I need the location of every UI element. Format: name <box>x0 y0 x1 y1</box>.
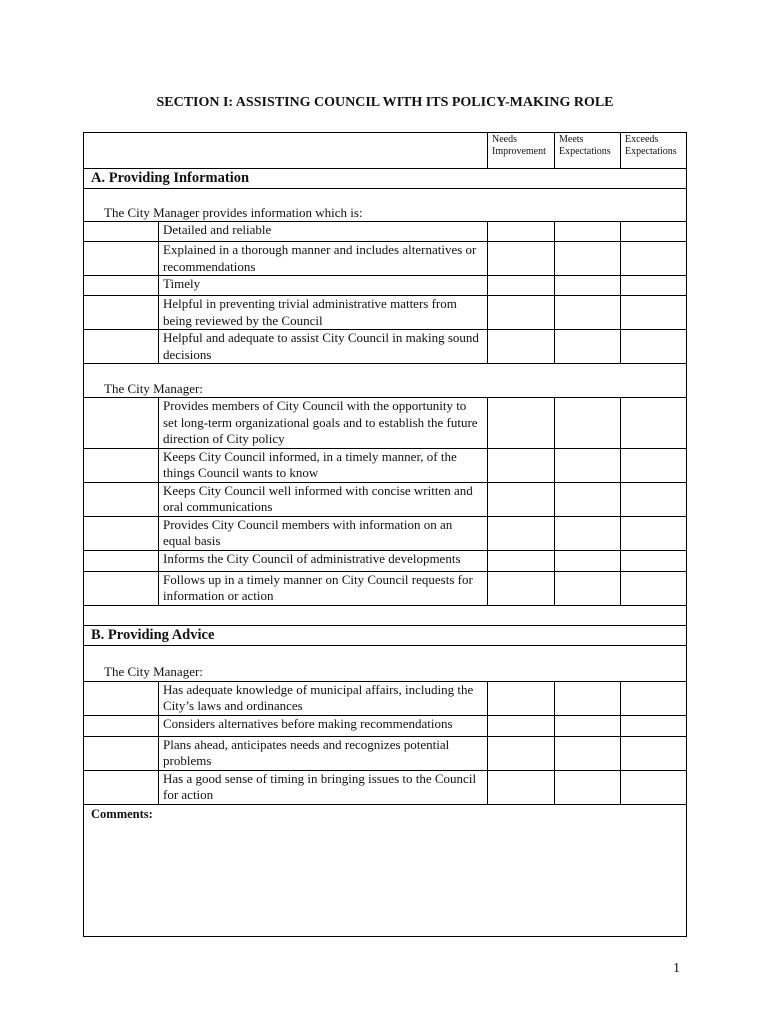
rating-cell-needs-improvement[interactable] <box>488 330 555 364</box>
rating-cell-needs-improvement[interactable] <box>488 736 555 770</box>
rating-cell-meets[interactable] <box>555 448 621 482</box>
criterion-text: Detailed and reliable <box>159 222 488 242</box>
criteria-row <box>84 715 687 736</box>
rating-cell-meets[interactable] <box>555 482 621 516</box>
criteria-row <box>84 571 687 605</box>
rating-cell-meets[interactable] <box>555 330 621 364</box>
rating-cell-exceeds[interactable] <box>621 222 687 242</box>
criteria-row <box>84 482 687 516</box>
row-indent-cell <box>84 571 159 605</box>
rating-cell-needs-improvement[interactable] <box>488 681 555 715</box>
rating-cell-needs-improvement[interactable] <box>488 448 555 482</box>
criterion-text: Informs the City Council of administrative developments <box>159 550 488 571</box>
page-number: 1 <box>673 961 680 976</box>
rating-cell-exceeds[interactable] <box>621 736 687 770</box>
rating-cell-meets[interactable] <box>555 550 621 571</box>
section-b-title: B. Providing Advice <box>84 625 687 645</box>
rating-cell-exceeds[interactable] <box>621 770 687 804</box>
rating-cell-exceeds[interactable] <box>621 482 687 516</box>
rating-cell-exceeds[interactable] <box>621 398 687 449</box>
criterion-text: Keeps City Council well informed with concise written and oral communications <box>159 482 488 516</box>
rating-cell-needs-improvement[interactable] <box>488 715 555 736</box>
section-a-intro-2: The City Manager: <box>84 364 687 398</box>
rating-cell-needs-improvement[interactable] <box>488 516 555 550</box>
criterion-text: Has adequate knowledge of municipal affairs, including the City’s laws and ordinances <box>159 681 488 715</box>
criteria-row <box>84 330 687 364</box>
section-a-title: A. Providing Information <box>84 169 687 189</box>
rating-header-2: Exceeds Expectations <box>621 133 687 169</box>
rating-cell-exceeds[interactable] <box>621 330 687 364</box>
row-indent-cell <box>84 296 159 330</box>
row-indent-cell <box>84 242 159 276</box>
rating-cell-meets[interactable] <box>555 681 621 715</box>
criterion-text: Keeps City Council informed, in a timely manner, of the things Council wants to know <box>159 448 488 482</box>
row-indent-cell <box>84 222 159 242</box>
criterion-text: Helpful in preventing trivial administrative matters from being reviewed by the Council <box>159 296 488 330</box>
rating-cell-needs-improvement[interactable] <box>488 398 555 449</box>
spacer-row <box>84 605 687 625</box>
header-blank-cell <box>84 133 488 169</box>
criterion-text: Explained in a thorough manner and includes alternatives or recommendations <box>159 242 488 276</box>
rating-cell-meets[interactable] <box>555 222 621 242</box>
row-indent-cell <box>84 330 159 364</box>
rating-cell-needs-improvement[interactable] <box>488 242 555 276</box>
rating-cell-meets[interactable] <box>555 571 621 605</box>
rating-cell-exceeds[interactable] <box>621 681 687 715</box>
criteria-row <box>84 398 687 449</box>
rating-cell-meets[interactable] <box>555 516 621 550</box>
rating-cell-exceeds[interactable] <box>621 715 687 736</box>
criteria-row <box>84 550 687 571</box>
rating-cell-meets[interactable] <box>555 276 621 296</box>
row-indent-cell <box>84 448 159 482</box>
criterion-text: Provides members of City Council with the opportunity to set long-term organizational goals and to establish the future direction of City policy <box>159 398 488 449</box>
rating-cell-needs-improvement[interactable] <box>488 770 555 804</box>
rating-cell-meets[interactable] <box>555 242 621 276</box>
rating-cell-meets[interactable] <box>555 398 621 449</box>
rating-cell-exceeds[interactable] <box>621 516 687 550</box>
rating-cell-needs-improvement[interactable] <box>488 276 555 296</box>
criteria-row <box>84 736 687 770</box>
section-a-intro-1: The City Manager provides information which is: <box>84 189 687 222</box>
section-b-intro: The City Manager: <box>84 645 687 681</box>
evaluation-table <box>83 132 687 937</box>
criterion-text: Has a good sense of timing in bringing issues to the Council for action <box>159 770 488 804</box>
rating-cell-meets[interactable] <box>555 296 621 330</box>
criteria-row <box>84 448 687 482</box>
rating-header-0: Needs Improvement <box>488 133 555 169</box>
rating-cell-needs-improvement[interactable] <box>488 222 555 242</box>
row-indent-cell <box>84 516 159 550</box>
rating-cell-exceeds[interactable] <box>621 571 687 605</box>
criterion-text: Plans ahead, anticipates needs and recognizes potential problems <box>159 736 488 770</box>
row-indent-cell <box>84 482 159 516</box>
rating-cell-meets[interactable] <box>555 736 621 770</box>
rating-cell-meets[interactable] <box>555 715 621 736</box>
rating-cell-exceeds[interactable] <box>621 550 687 571</box>
rating-cell-exceeds[interactable] <box>621 242 687 276</box>
row-indent-cell <box>84 770 159 804</box>
rating-cell-needs-improvement[interactable] <box>488 571 555 605</box>
rating-header-1: Meets Expectations <box>555 133 621 169</box>
criterion-text: Helpful and adequate to assist City Council in making sound decisions <box>159 330 488 364</box>
criteria-row <box>84 296 687 330</box>
rating-cell-exceeds[interactable] <box>621 448 687 482</box>
rating-cell-meets[interactable] <box>555 770 621 804</box>
criteria-row <box>84 516 687 550</box>
criteria-row <box>84 276 687 296</box>
row-indent-cell <box>84 276 159 296</box>
row-indent-cell <box>84 681 159 715</box>
criterion-text: Timely <box>159 276 488 296</box>
comments-box[interactable]: Comments: <box>84 804 687 936</box>
rating-cell-exceeds[interactable] <box>621 276 687 296</box>
criteria-row <box>84 681 687 715</box>
row-indent-cell <box>84 736 159 770</box>
criterion-text: Follows up in a timely manner on City Council requests for information or action <box>159 571 488 605</box>
page-title: SECTION I: ASSISTING COUNCIL WITH ITS POLICY-MAKING ROLE <box>156 95 614 110</box>
row-indent-cell <box>84 715 159 736</box>
criterion-text: Considers alternatives before making recommendations <box>159 715 488 736</box>
rating-cell-needs-improvement[interactable] <box>488 482 555 516</box>
criteria-row <box>84 242 687 276</box>
rating-cell-needs-improvement[interactable] <box>488 550 555 571</box>
criteria-row <box>84 222 687 242</box>
row-indent-cell <box>84 550 159 571</box>
rating-cell-needs-improvement[interactable] <box>488 296 555 330</box>
rating-cell-exceeds[interactable] <box>621 296 687 330</box>
criteria-row <box>84 770 687 804</box>
row-indent-cell <box>84 398 159 449</box>
criterion-text: Provides City Council members with information on an equal basis <box>159 516 488 550</box>
